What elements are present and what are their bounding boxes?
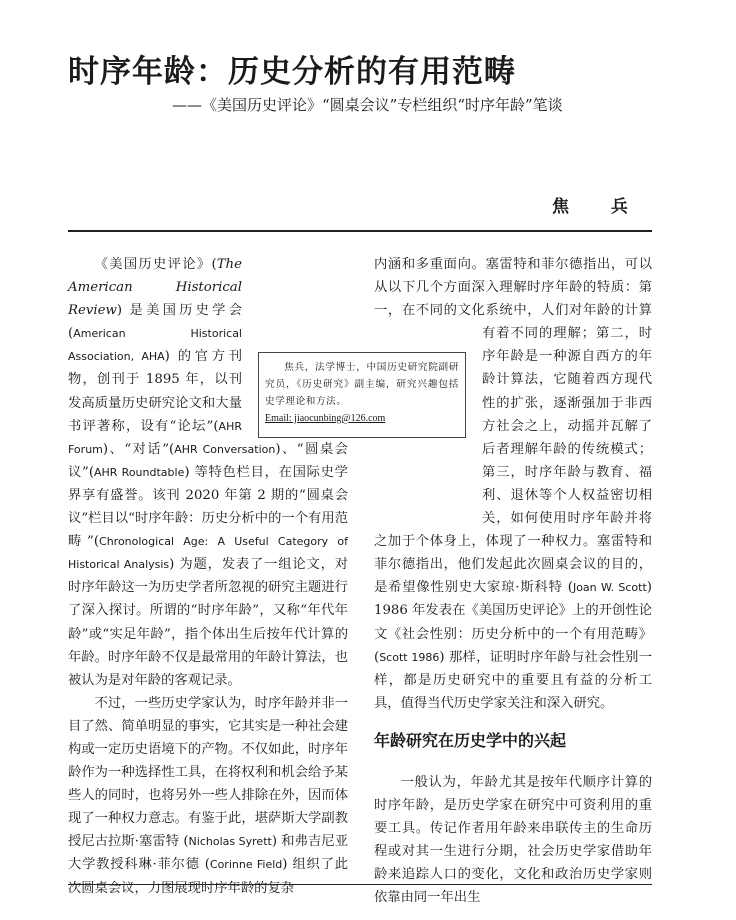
author-bio-text: 焦兵，法学博士，中国历史研究院副研究员，《历史研究》副主编，研究兴趣包括史学理论和方法。 — [265, 362, 459, 407]
roundtable-title-en: Chronological Age: A Useful Category of Historical Analysis — [68, 535, 348, 572]
left-column — [68, 253, 348, 900]
paragraph-3: 内涵和多重面向。塞雷特和菲尔德指出，可以从以下几个方面深入理解时序年龄的特质：第一，在不同的文化系统中，人们对年龄的计算有着不同的理解；第二，时序年龄是一种源自西方的年龄计算法，它随着西方现代性的扩张，逐渐强加于非西方社会之上，动摇并瓦解了后者理解年龄的传统模式；第三，时序年龄与教育、福利、退休等个人权益密切相关，如何使用时序年龄并将之加于个体身上，体现了一种权力。塞雷特和菲尔德指出，他们发起此次圆桌会议的目的，是希望像性别史大家琼·斯科特 (Joan W. Scott) 1986 年发表在《美国历史评论》上的开创性论文《社会性别：历史分析中的一个有用范畴》(Scott 1986) 那样，证明时序年龄与社会性别一样，都是历史研究中的重要且有益的分析工具，值得当代历史学家关注和深入研究。 — [374, 257, 652, 711]
paragraph-2: 不过，一些历史学家认为，时序年龄并非一目了然、简单明显的事实，它其实是一种社会建构或一定历史语境下的产物。不仅如此，时序年龄作为一种选择性工具，在将权利和机会给予某些人的同时，也将另外一些人排除在外，因而体现了一种权力意志。有鉴于此，堪萨斯大学副教授尼古拉斯·塞雷特 (Nicholas Syrett) 和弗吉尼亚大学教授科琳·菲尔德 (Corinne Field) 组织了此次圆桌会议，力图展现时序年龄的复杂 — [68, 695, 348, 896]
association-name-en: American Historical Association, AHA — [68, 327, 242, 364]
article-title: 时序年龄：历史分析的有用范畴 — [68, 54, 516, 90]
footer-divider — [68, 884, 652, 885]
author-name: 焦 兵 — [552, 197, 646, 217]
article-subtitle: ——《美国历史评论》“圆桌会议”专栏组织“时序年龄”笔谈 — [172, 96, 563, 114]
header-divider — [68, 230, 652, 232]
journal-name-en: The American Historical Review — [68, 257, 242, 319]
paragraph-4: 一般认为，年龄尤其是按年代顺序计算的时序年龄，是历史学家在研究中可资利用的重要工具。传记作者用年龄来串联传主的生命历程或对其一生进行分期，社会历史学家借助年龄来追踪人口的变化，文化和政治历史学家则依靠由同一年出生 — [374, 774, 652, 906]
author-bio-box — [258, 352, 466, 438]
section-heading: 年龄研究在历史学中的兴起 — [374, 730, 567, 750]
paragraph-1: 《美国历史评论》(The American Historical Review) 是美国历史学会 (American Historical Association, AHA) 的官方刊物，创刊于 1895 年，以刊发高质量历史研究论文和大量书评著称，设有“论坛”(AHR Forum)、“对话”(AHR Conversation)、“圆桌会议”(AHR Roundtable) 等特色栏目，在国际史学界享有盛誉。该刊 2020 年第 2 期的“圆桌会议”栏目以“时序年龄：历史分析中的一个有用范畴”(Chronological Age: A Useful Category of Historical Analysis) 为题，发表了一组论文，对时序年龄这一为历史学者所忽视的研究主题进行了深入探讨。所谓的“时序年龄”，又称“年代年龄”或“实足年龄”，指个体出生后按年代计算的年龄。时序年龄不仅是最常用的年龄计算法，也被认为是对年龄的客观记录。 — [68, 257, 348, 688]
author-email[interactable]: Email: jiaocunbing@126.com — [265, 413, 386, 424]
